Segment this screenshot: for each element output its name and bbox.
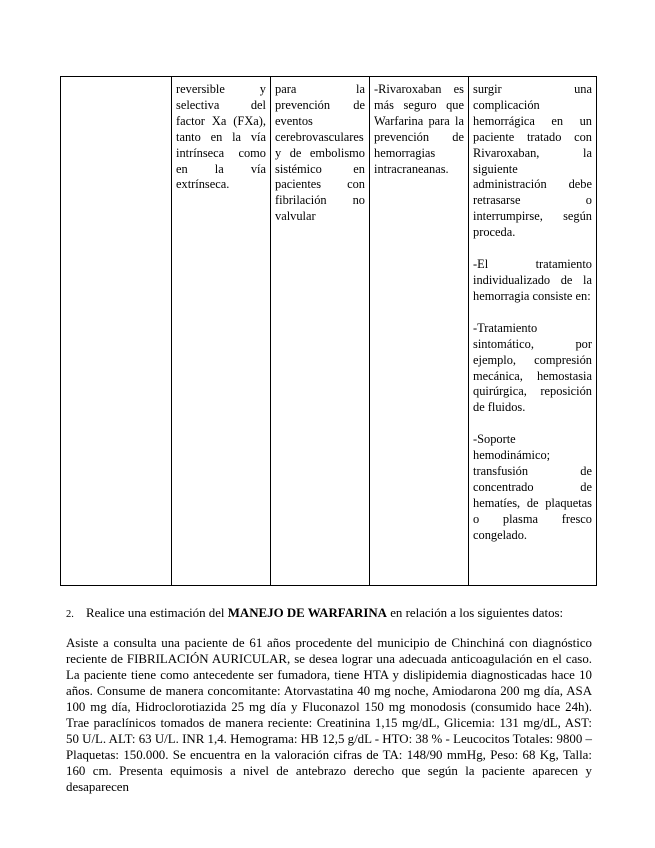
table-cell-indication (271, 77, 370, 586)
drug-comparison-table (60, 76, 597, 586)
question-heading (66, 605, 606, 623)
question-emphasis: MANEJO DE WARFARINA (227, 606, 387, 620)
indication-text: para la prevención de eventos cerebrovasculares y de embolismo sistémico en pacientes con fibrilación no valvular (275, 82, 365, 224)
question-prefix: Realice una estimación del (86, 606, 228, 620)
mechanism-text: reversible y selectiva del factor Xa (FXa), tanto en la vía intrínseca como en la vía extrínseca. (176, 82, 266, 192)
complication-paragraph: -Soporte hemodinámico; transfusión de concentrado de hematíes, de plaquetas o plasma fresco congelado. (473, 432, 592, 542)
table-cell-complications (469, 77, 597, 586)
complication-paragraph: surgir una complicación hemorrágica en un paciente tratado con Rivaroxaban, la siguiente administración debe retrasarse o interrumpirse, según proceda. (473, 82, 592, 240)
safety-text: -Rivaroxaban es más seguro que Warfarina para la prevención de hemorragias intracraneanas. (374, 82, 464, 176)
complication-paragraph: -Tratamiento sintomático, por ejemplo, compresión mecánica, hemostasia quirúrgica, reposición de fluidos. (473, 320, 592, 415)
table-cell-empty (61, 77, 172, 586)
case-description: Asiste a consulta una paciente de 61 años procedente del municipio de Chinchiná con diagnóstico reciente de FIBRILACIÓN AURICULAR, se desea lograr una adecuada anticoagulación en el caso. La paciente tiene como antecedente ser fumadora, tiene HTA y dislipidemia diagnosticadas hace 10 años. Consume de manera concomitante: Atorvastatina 40 mg noche, Amiodarona 200 mg día, ASA 100 mg día, Hidroclorotiazida 25 mg día y Fluconazol 150 mg monodosis (consumido hace 24h). Trae paraclínicos tomados de manera reciente: Creatinina 1,15 mg/dL, Glicemia: 131 mg/dL, AST: 50 U/L. ALT: 63 U/L. INR 1,4. Hemograma: HB 12,5 g/dL - HTO: 38 % - Leucocitos Totales: 9800 – Plaquetas: 150.000. Se encuentra en la valoración cifras de TA: 148/90 mmHg, Peso: 68 Kg, Talla: 160 cm. Presenta equimosis a nivel de antebrazo derecho que según la paciente aparecen y desaparecen (66, 636, 592, 794)
question-number: 2. (66, 609, 74, 620)
table-row (61, 77, 597, 586)
table-cell-safety (370, 77, 469, 586)
question-suffix: en relación a los siguientes datos: (386, 606, 564, 620)
complication-paragraph: -El tratamiento individualizado de la hemorragia consiste en: (473, 257, 592, 303)
table-cell-mechanism (172, 77, 271, 586)
